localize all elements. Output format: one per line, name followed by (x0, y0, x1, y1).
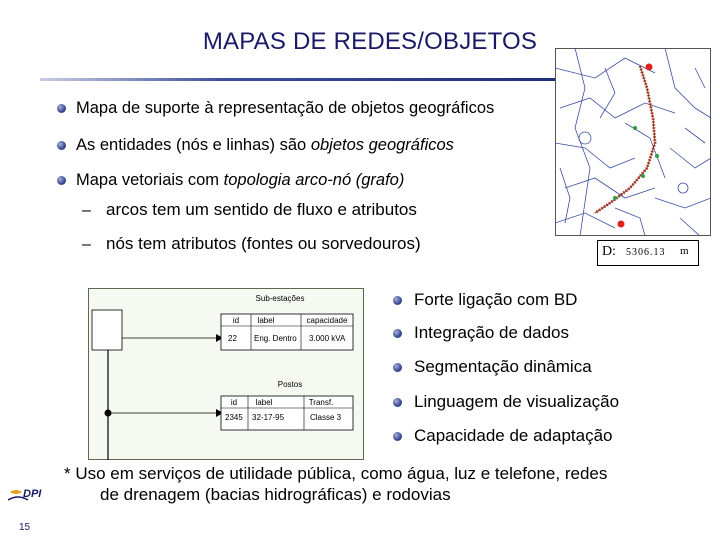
table2-cell-id: 2345 (225, 413, 243, 422)
network-attribute-diagram (88, 288, 364, 460)
scale-unit: m (680, 245, 689, 257)
table1-header-capacity: capacidade (306, 316, 348, 325)
bullet-dot-icon (57, 104, 66, 113)
slide-title: MAPAS DE REDES/OBJETOS (202, 28, 538, 55)
bullet-3 (76, 171, 404, 190)
bullet-3-text: Mapa vetoriais com (76, 171, 224, 189)
bullet-dot-icon (393, 329, 402, 338)
table2-title: Postos (277, 380, 303, 389)
bullet-1: Mapa de suporte à representação de objetos geográficos (76, 99, 495, 117)
table1-cell-capacity: 3.000 kVA (309, 334, 346, 343)
footnote (64, 463, 704, 505)
bullet-2-emphasis: objetos geográficos (310, 136, 454, 154)
feature-item: Linguagem de visualização (414, 392, 620, 411)
bullet-2 (76, 136, 454, 155)
table2-cell-label: 32-17-95 (252, 413, 285, 422)
footnote-line-1: * Uso em serviços de utilidade pública, como água, luz e telefone, redes (64, 464, 608, 483)
table1-header-id: id (232, 316, 240, 325)
bullet-dot-icon (393, 296, 402, 305)
feature-item: Segmentação dinâmica (414, 357, 592, 376)
table1-title: Sub-estações (255, 294, 305, 303)
bullet-dot-icon (57, 141, 66, 150)
page-number: 15 (19, 522, 31, 533)
feature-item: Integração de dados (414, 323, 570, 342)
bullet-3-emphasis: topologia arco-nó (grafo) (223, 171, 405, 189)
bullet-dot-icon (393, 398, 402, 407)
table2-header-id: id (230, 398, 238, 407)
bullet-2-text: As entidades (nós e linhas) são (76, 136, 311, 154)
table1-cell-label: Eng. Dentro (254, 334, 297, 343)
table1-header-label: label (257, 316, 275, 325)
bullet-dot-icon (393, 363, 402, 372)
bullet-dot-icon (393, 432, 402, 441)
feature-item: Capacidade de adaptação (414, 426, 613, 445)
dash-icon: – (82, 202, 91, 219)
bullet-dot-icon (57, 176, 66, 185)
footnote-line-2: de drenagem (bacias hidrográficas) e rodovias (100, 485, 451, 504)
dpi-logo (8, 488, 46, 508)
table1-cell-id: 22 (228, 334, 237, 343)
table2-header-transf: Transf. (308, 398, 334, 407)
table2-header-label: label (255, 398, 273, 407)
scale-value: 5306.13 (626, 247, 666, 258)
title-underline (40, 78, 560, 81)
table2-cell-transf: Classe 3 (310, 413, 342, 422)
feature-item: Forte ligação com BD (414, 290, 578, 309)
scale-prefix: D: (602, 244, 616, 259)
network-map-image (555, 48, 711, 236)
sub-bullet-1: arcos tem um sentido de fluxo e atributos (106, 200, 417, 219)
dash-icon: – (82, 236, 91, 253)
logo-text: DPI (23, 488, 42, 500)
scale-readout (597, 240, 699, 266)
sub-bullet-2: nós tem atributos (fontes ou sorvedouros) (106, 234, 421, 253)
